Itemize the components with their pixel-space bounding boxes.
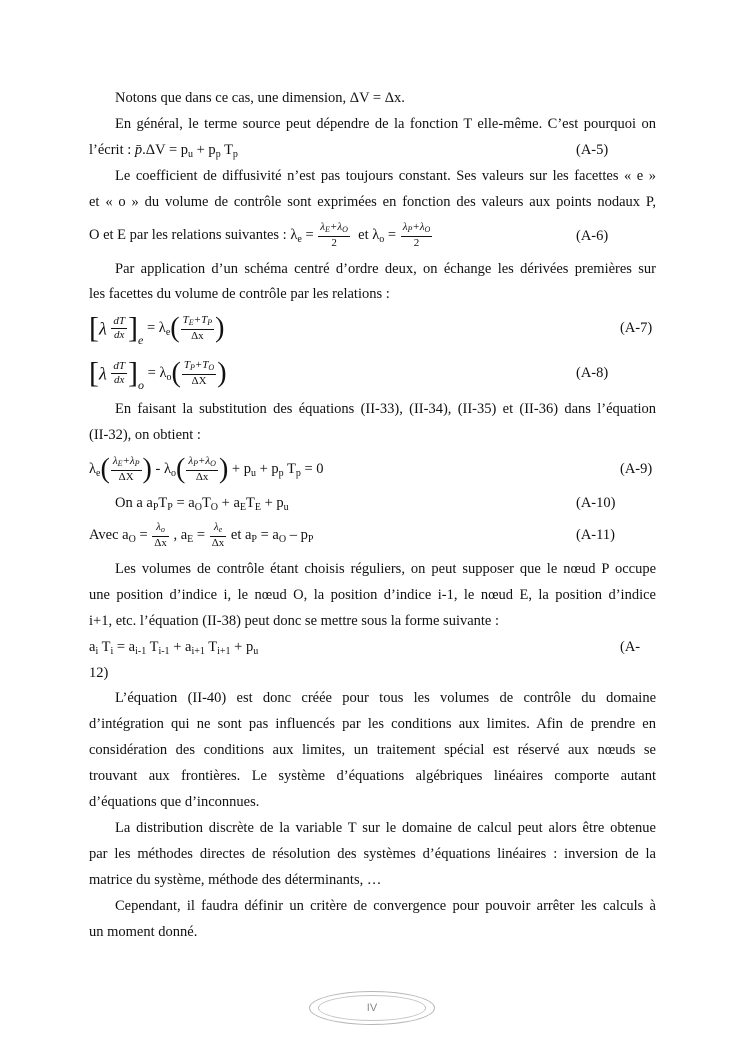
math-text: et a (227, 527, 252, 543)
math-text: a (89, 639, 96, 655)
paren: ) (142, 453, 152, 485)
equation-a12 (89, 638, 258, 661)
equation-a6-line (89, 218, 656, 252)
equation-label-continued: 12) (89, 665, 109, 681)
subscript: i-1 (135, 646, 147, 657)
math-text: T (287, 461, 296, 477)
math-text: Avec a (89, 527, 129, 543)
subscript: e (138, 333, 144, 347)
subscript: e (297, 234, 302, 245)
math-text: et λ (358, 227, 380, 243)
paragraph-line: (II-32), on obtient : (89, 427, 201, 443)
math-text: = λ (147, 320, 166, 336)
equation-a10 (115, 494, 289, 517)
subscript: i+1 (217, 646, 231, 657)
fraction-TE-TP: $\frac{TE+TP}{\Delta x}$ (182, 314, 213, 343)
fraction-lambda-o: $\frac{\lambda P+\lambda O}{2}$ (402, 221, 431, 250)
subscript: E (187, 534, 194, 545)
subscript: O (194, 502, 202, 513)
math-symbol: p̄ (134, 142, 143, 158)
math-text: = 0 (300, 461, 324, 477)
subscript: p (232, 149, 238, 160)
equation-a11 (89, 517, 313, 553)
math-text: , a (169, 527, 188, 543)
subscript: o (138, 378, 145, 392)
subscript: i (95, 646, 99, 657)
math-text: = a (113, 639, 136, 655)
math-text: + p (193, 142, 216, 158)
subscript: e (165, 327, 171, 338)
subscript: o (170, 468, 176, 479)
math-text: = (305, 227, 314, 243)
subscript: P (167, 502, 173, 513)
paragraph-line: i+1, etc. l’équation (II-38) peut donc se mettre sous la forme suivante : (89, 613, 500, 629)
paragraph-line: trouvant aux frontières. Le système d’équations algébriques linéaires comporte autant (89, 768, 656, 784)
equation-label: (A-11) (576, 527, 615, 543)
paren: ) (215, 312, 225, 344)
fraction-dT-dx: $\frac{dT}{dx}$ (113, 360, 126, 387)
equation-label: (A-9) (620, 461, 653, 477)
subscript: u (283, 502, 289, 513)
subscript: P (251, 534, 257, 545)
math-text: = (387, 227, 397, 243)
paragraph-line: Cependant, il faudra définir un critère de convergence pour pouvoir arrêter les calculs à (115, 898, 656, 914)
subscript: O (278, 534, 287, 545)
math-text: - λ (151, 461, 171, 477)
equation-label: (A-8) (576, 365, 609, 381)
subscript: p (215, 149, 221, 160)
subscript: p (295, 468, 301, 479)
paragraph-line: La distribution discrète de la variable T sur le domaine de calcul peut alors être obtenue (115, 820, 656, 836)
math-text: + a (218, 495, 240, 511)
math-text: = a (172, 495, 195, 511)
math-symbol: λ (99, 318, 107, 339)
subscript: i (110, 646, 114, 657)
fraction-lambda-e: $\frac{\lambda E+\lambda O}{2}$ (320, 221, 348, 250)
paragraph-line: d’équations que d’inconnues. (89, 794, 260, 810)
bracket: [ (89, 311, 99, 345)
paragraph-line: un moment donné. (89, 924, 198, 940)
paragraph-line: En faisant la substitution des équations (II-33), (II-34), (II-35) et (II-36) dans l’équation (115, 401, 656, 417)
equation-label: (A-5) (576, 142, 609, 158)
subscript: o (379, 234, 385, 245)
subscript: u (253, 646, 259, 657)
paren: ( (171, 357, 181, 389)
math-text: + p (231, 461, 251, 477)
math-text: = λ (147, 365, 167, 381)
paren: ( (100, 453, 110, 485)
math-text: T (149, 639, 159, 655)
paren: ) (217, 357, 227, 389)
subscript: u (250, 468, 256, 479)
math-text: T (208, 639, 218, 655)
math-symbol: λ (89, 461, 97, 477)
paragraph-line: Notons que dans ce cas, une dimension, ΔV = Δx. (115, 90, 405, 106)
paragraph-line: et « o » du volume de contrôle sont exprimées en fonction des valeurs aux points nodaux P, (89, 194, 656, 210)
paren: ( (175, 453, 186, 485)
fraction-TP-TO: $\frac{TP+TO}{\Delta X}$ (183, 359, 215, 388)
paragraph-line: matrice du système, méthode des déterminants, … (89, 872, 382, 888)
bracket: [ (89, 356, 99, 390)
fraction-dT-dx: $\frac{dT}{dx}$ (113, 315, 126, 342)
math-text: = (193, 527, 206, 543)
paragraph-line: Par application d’un schéma centré d’ordre deux, on échange les dérivées premières sur (115, 261, 656, 277)
paragraph-line: les facettes du volume de contrôle par les relations : (89, 286, 390, 302)
subscript: P (307, 534, 314, 545)
equation-a5-line (89, 141, 656, 164)
equation-label: (A-7) (620, 320, 653, 336)
math-text: – p (286, 527, 308, 543)
paren: ( (170, 312, 180, 344)
math-text: = (135, 527, 148, 543)
paragraph-line: En général, le terme source peut dépendre de la fonction T elle-même. C’est pourquoi on (115, 116, 656, 132)
subscript: i+1 (191, 646, 205, 657)
equation-a9 (89, 450, 324, 488)
math-text: T (224, 142, 233, 158)
equation-a7 (89, 308, 224, 348)
page-footer (309, 991, 435, 1025)
subscript: P (152, 502, 159, 513)
math-text: T (101, 639, 111, 655)
paragraph-line: Les volumes de contrôle étant choisis réguliers, on peut supposer que le nœud P occupe (115, 561, 656, 577)
math-text: + p (230, 639, 254, 655)
page-number: IV (366, 1002, 378, 1014)
paragraph-line: d’intégration qui ne sont pas influencés par les conditions aux limites. Afin de prendre en (89, 716, 656, 732)
paragraph-line: une position d’indice i, le nœud O, la position d’indice i-1, le nœud E, la position d’indice (89, 587, 656, 603)
subscript: i-1 (158, 646, 170, 657)
math-text: + p (260, 495, 284, 511)
fraction-lambdaE-dx: $\frac{\lambda e}{\Delta x}$ (211, 521, 225, 550)
equation-label: (A- (620, 639, 641, 655)
math-text: .ΔV = p (142, 142, 188, 158)
subscript: E (254, 502, 261, 513)
paren: ) (218, 453, 229, 485)
math-text: T (246, 495, 255, 511)
text-fragment: O et E par les relations suivantes : λ (89, 227, 298, 243)
math-text: + p (255, 461, 279, 477)
paragraph-line: considération des conditions aux limites, un traitement spécial est réservé aux nœuds se (89, 742, 656, 758)
math-text: T (201, 495, 211, 511)
math-text: T (158, 495, 168, 511)
math-symbol: λ (99, 363, 107, 384)
text-fragment: l’écrit : (89, 142, 132, 158)
subscript: E (239, 502, 247, 513)
fraction-lambdaE-lambdaP: $\frac{\lambda E+\lambda P}{\Delta X}$ (112, 455, 140, 484)
math-text: = a (256, 527, 279, 543)
paragraph-line: par les méthodes directes de résolution des systèmes d’équations linéaires : inversion de la (89, 846, 656, 862)
fraction-lambdaP-lambdaO: $\frac{\lambda P+\lambda O}{\Delta x}$ (188, 455, 216, 484)
subscript: O (210, 502, 219, 513)
math-text: + a (169, 639, 192, 655)
equation-a8 (89, 353, 227, 393)
math-text: On a a (115, 495, 153, 511)
bracket: ] (128, 356, 139, 390)
fraction-lambdaO-dx: $\frac{\lambda o}{\Delta x}$ (154, 521, 167, 550)
bracket: ] (128, 311, 139, 345)
equation-label: (A-10) (576, 495, 616, 511)
subscript: o (166, 372, 172, 383)
subscript: O (128, 534, 136, 545)
subscript: e (96, 468, 101, 479)
paragraph-line: Le coefficient de diffusivité n’est pas toujours constant. Ses valeurs sur les facettes « e » (115, 168, 656, 184)
paragraph-line: L’équation (II-40) est donc créée pour tous les volumes de contrôle du domaine (115, 690, 656, 706)
equation-label: (A-6) (576, 228, 609, 244)
subscript: u (188, 149, 193, 160)
subscript: p (278, 468, 284, 479)
